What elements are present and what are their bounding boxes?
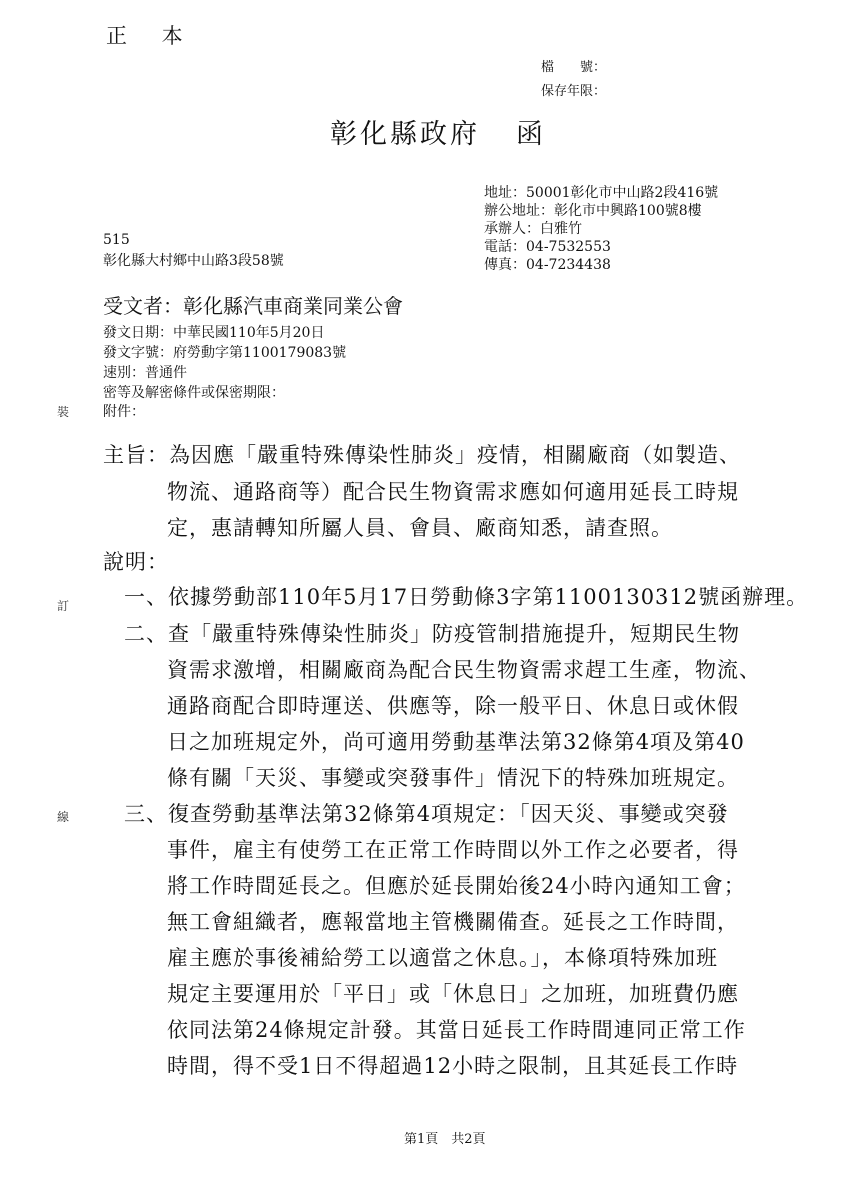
explanation-label: 說明：	[103, 550, 169, 574]
explanation-line: 資需求激增，相關廠商為配合民生物資需求趕工生產，物流、	[167, 658, 761, 682]
explanation-line: 無工會組織者，應報當地主管機關備查。延長之工作時間，	[167, 910, 739, 934]
explanation-line: 規定主要運用於「平日」或「休息日」之加班，加班費仍應	[167, 982, 739, 1006]
receiver-postcode: 515	[103, 232, 130, 248]
explanation-line: 條有關「天災、事變或突發事件」情況下的特殊加班規定。	[167, 766, 739, 790]
issue-date: 發文日期：中華民國110年5月20日	[103, 325, 325, 341]
retention-period-label: 保存年限：	[541, 84, 607, 99]
security-classification: 密等及解密條件或保密期限：	[103, 385, 285, 401]
explanation-line: 時間，得不受1日不得超過12小時之限制，且其延長工作時	[167, 1054, 739, 1078]
fax-line: 傳真：04-7234438	[484, 257, 611, 273]
address-line: 地址：50001彰化市中山路2段416號	[484, 185, 719, 201]
binding-mark: 裝	[57, 405, 70, 419]
document-title	[330, 112, 546, 151]
phone-line: 電話：04-7532553	[484, 239, 611, 255]
explanation-line: 通路商配合即時運送、供應等，除一般平日、休息日或休假	[167, 694, 739, 718]
explanation-line: 依同法第24條規定計發。其當日延長工作時間連同正常工作	[167, 1018, 746, 1042]
document-number: 發文字號：府勞動字第1100179083號	[103, 345, 347, 361]
original-copy-stamp: 正 本	[106, 24, 197, 48]
explanation-line: 日之加班規定外，尚可適用勞動基準法第32條第4項及第40	[167, 730, 745, 754]
document-type: 函	[516, 119, 546, 150]
recipient: 受文者：彰化縣汽車商業同業公會	[103, 294, 403, 318]
issuing-agency: 彰化縣政府	[330, 119, 480, 150]
urgency: 速別：普通件	[103, 365, 187, 381]
contact-person-line: 承辦人：白雅竹	[484, 221, 582, 237]
file-number-label: 檔 號：	[541, 60, 607, 75]
binding-mark: 線	[57, 810, 70, 824]
explanation-line: 事件，雇主有使勞工在正常工作時間以外工作之必要者，得	[167, 838, 739, 862]
explanation-line: 將工作時間延長之。但應於延長開始後24小時內通知工會；	[167, 874, 746, 898]
explanation-line: 三、復查勞動基準法第32條第4項規定：「因天災、事變或突發	[124, 802, 729, 826]
binding-mark: 訂	[57, 599, 70, 613]
explanation-line: 一、依據勞動部110年5月17日勞動條3字第1100130312號函辦理。	[124, 585, 809, 609]
explanation-line: 雇主應於事後補給勞工以適當之休息。」，本條項特殊加班	[167, 946, 718, 970]
receiver-address: 彰化縣大村鄉中山路3段58號	[103, 253, 284, 269]
attachments: 附件：	[103, 404, 145, 420]
subject-line: 定，惠請轉知所屬人員、會員、廠商知悉，請查照。	[167, 516, 673, 540]
office-address-line: 辦公地址：彰化市中興路100號8樓	[484, 203, 702, 219]
explanation-line: 二、查「嚴重特殊傳染性肺炎」防疫管制措施提升，短期民生物	[124, 622, 740, 646]
page-number: 第1頁 共2頁	[404, 1132, 486, 1147]
subject-line: 物流、通路商等）配合民生物資需求應如何適用延長工時規	[167, 480, 739, 504]
subject-line: 主旨：為因應「嚴重特殊傳染性肺炎」疫情，相關廠商（如製造、	[103, 443, 741, 467]
